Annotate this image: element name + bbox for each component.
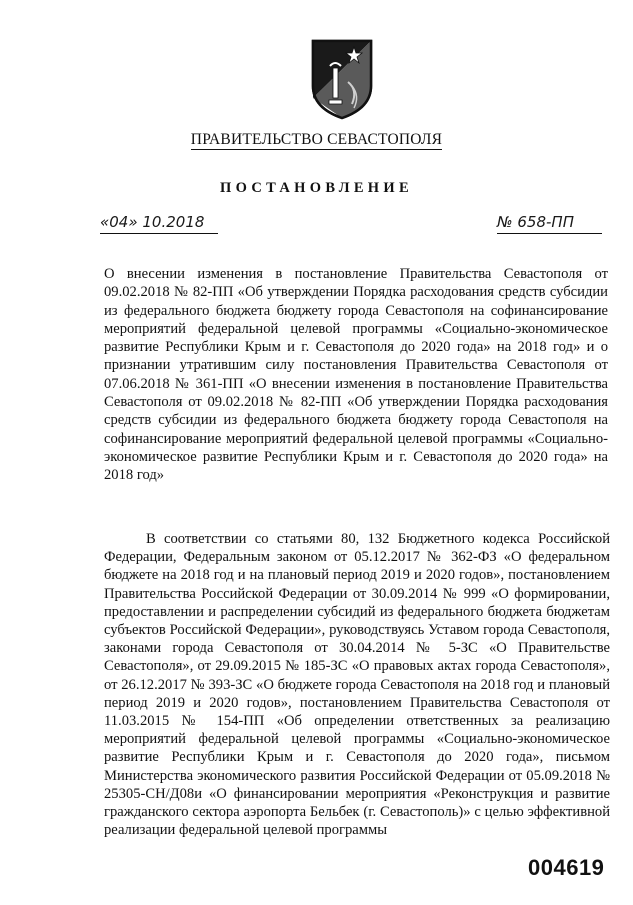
- document-number: № 658-ПП: [497, 213, 602, 234]
- document-type: ПОСТАНОВЛЕНИЕ: [220, 180, 413, 196]
- document-body: В соответствии со статьями 80, 132 Бюджетного кодекса Российской Федерации, Федеральным законом от 05.12.2017 № 362-ФЗ «О федеральном бюджете на 2018 год и на плановый период 2019 и 2020 годов», постановлением Правительства Российской Федерации от 30.09.2014 № 999 «О формировании, предоставлении и распределении субсидий из федерального бюджета бюджетам субъектов Российской Федерации», руководствуясь Уставом города Севастополя, законами города Севастополя от 30.04.2014 № 5-ЗС «О Правительстве Севастополя», от 29.09.2015 № 185-ЗС «О правовых актах города Севастополя», от 26.12.2017 № 393-ЗС «О бюджете города Севастополя на 2018 год и плановый период 2019 и 2020 годов», постановлением Правительства Севастополя от 11.03.2015 № 154-ПП «Об определении ответственных за реализацию мероприятий федеральной целевой программы «Социально-экономическое развитие Республики Крым и г. Севастополя до 2020 года», письмом Министерства экономического развития Российской Федерации от 05.09.2018 № 25305-СН/Д08и «О финансировании мероприятия «Реконструкция и развитие гражданского сектора аэропорта Бельбек (г. Севастополь)» с целью эффективной реализации федеральной целевой программы: [104, 531, 610, 839]
- sevastopol-coat-of-arms-icon: [310, 38, 374, 120]
- document-date: «04» 10.2018: [100, 213, 218, 234]
- organization-name: ПРАВИТЕЛЬСТВО СЕВАСТОПОЛЯ: [190, 131, 443, 148]
- serial-number: 004619: [528, 855, 605, 880]
- document-subject: О внесении изменения в постановление Правительства Севастополя от 09.02.2018 № 82-ПП «Об утверждении Порядка расходования средств субсидии из федерального бюджета бюджету города Севастополя на софинансирование мероприятий федеральной целевой программы «Социально-экономическое развитие Республики Крым и г. Севастополя до 2020 года» на 2018 год» и о признании утратившим силу постановления Правительства Севастополя от 07.06.2018 № 361-ПП «О внесении изменения в постановление Правительства Севастополя от 09.02.2018 № 82-ПП «Об утверждении Порядка расходования средств субсидии из федерального бюджета бюджету города Севастополя на софинансирование мероприятий федеральной целевой программы «Социально-экономическое развитие Республики Крым и г. Севастополя до 2020 года» на 2018 год»: [104, 266, 608, 484]
- organization-title: [0, 131, 633, 149]
